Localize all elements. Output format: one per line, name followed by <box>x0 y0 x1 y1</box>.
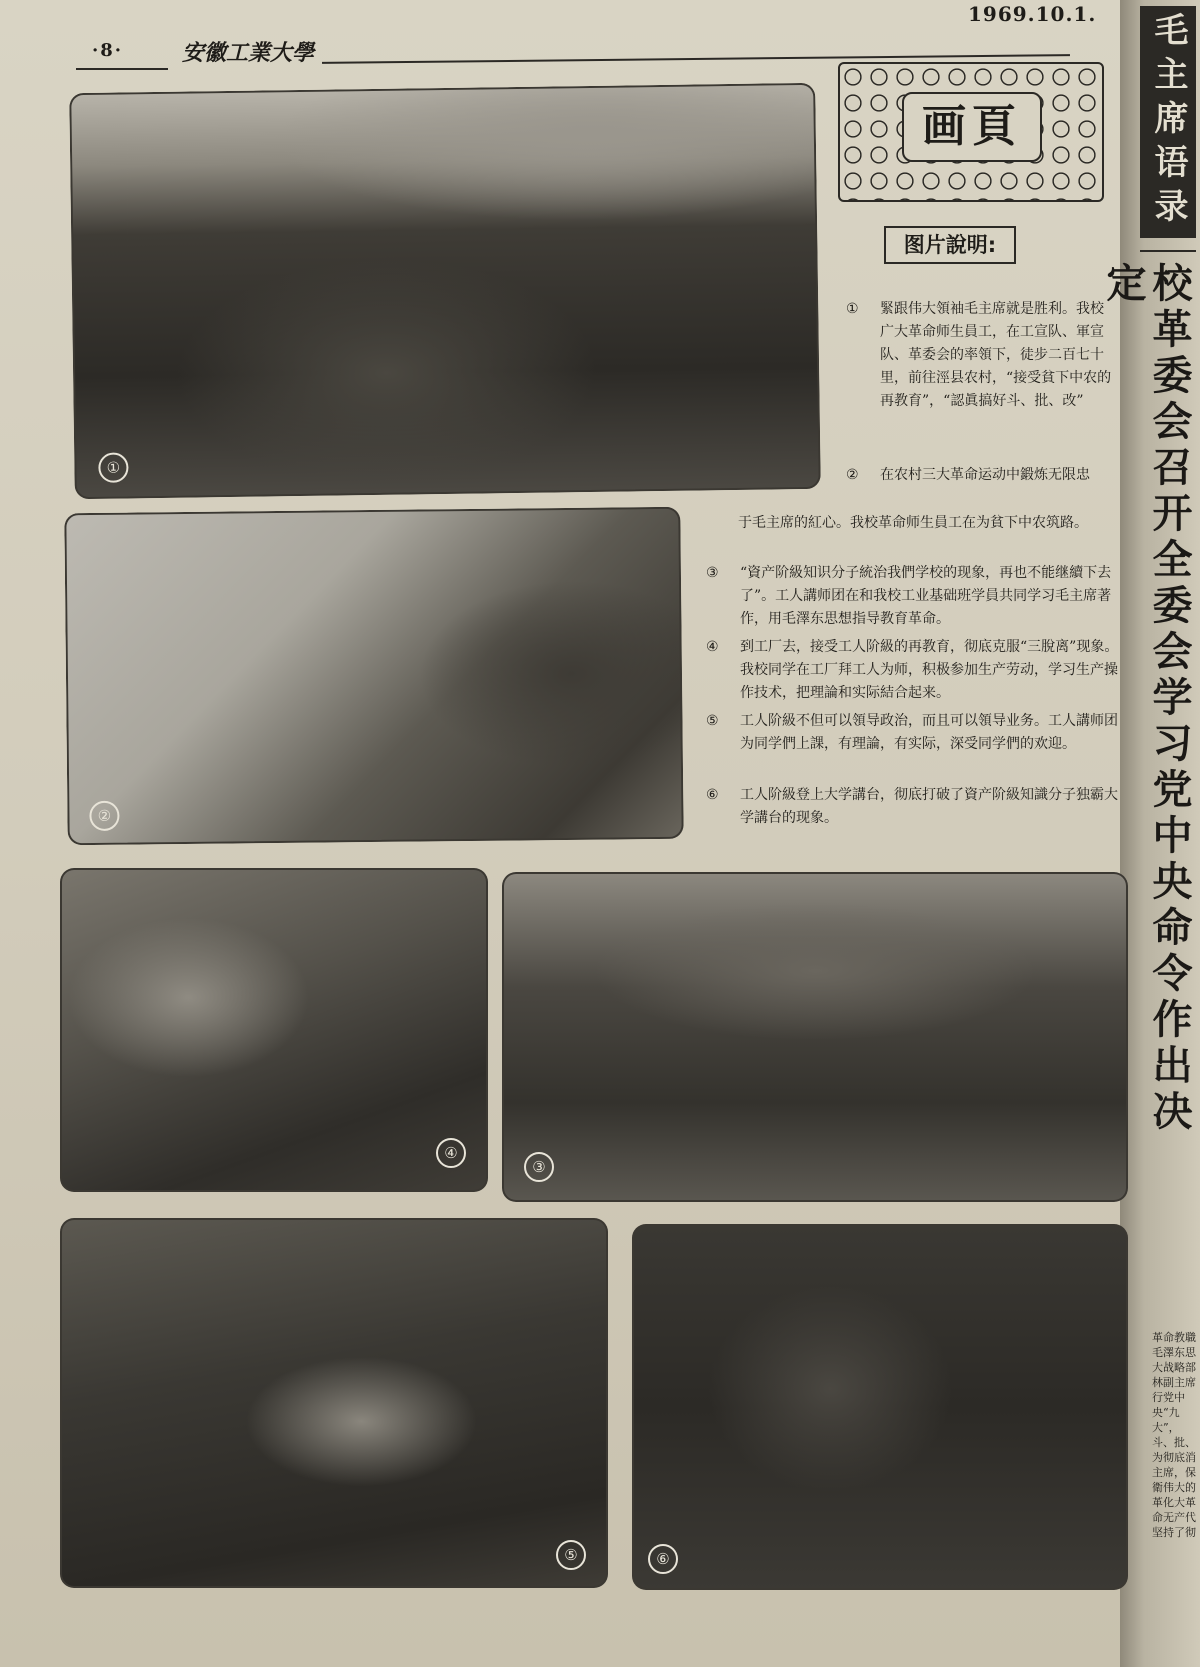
masthead: 安徽工業大學 <box>182 40 315 66</box>
caption-text: “資产阶級知识分子統治我們学校的现象，再也不能继續下去了”。工人講师团在和我校工业基础班学員共同学习毛主席著作，用毛澤东思想指导教育革命。 <box>740 565 1112 627</box>
photo-number: ⑥ <box>648 1544 678 1574</box>
photo-number: ① <box>98 452 128 482</box>
adjacent-page-headline: 校革委会召开全委会学习党中央命令作出决定 <box>1100 262 1193 1136</box>
caption-4 <box>706 636 1120 705</box>
caption-marker: ⑤ <box>706 713 719 729</box>
section-title-frame <box>838 62 1104 202</box>
caption-text: 工人阶級不但可以領导政治，而且可以領导业务。工人講师团为同学們上課，有理論，有实际，深受同学們的欢迎。 <box>740 713 1118 752</box>
quotations-tag: 毛主席语录 <box>1140 6 1196 238</box>
caption-marker: ③ <box>706 565 719 581</box>
caption-5 <box>706 710 1120 756</box>
caption-marker: ① <box>846 301 859 317</box>
caption-2 <box>846 464 1116 487</box>
photo-number: ② <box>89 801 119 831</box>
caption-heading: 图片說明: <box>884 226 1016 264</box>
caption-marker: ④ <box>706 639 719 655</box>
photo-lecture <box>632 1224 1128 1590</box>
caption-marker: ② <box>846 467 859 483</box>
caption-text: 在农村三大革命运动中鍛炼无限忠 <box>880 467 1090 483</box>
caption-3 <box>706 562 1120 631</box>
caption-2-continued <box>738 512 1120 535</box>
caption-marker: ⑥ <box>706 787 719 803</box>
photo-number: ⑤ <box>556 1540 586 1570</box>
photo-number: ④ <box>436 1138 466 1168</box>
photo-factory-labor <box>60 868 488 1192</box>
caption-text: 工人阶級登上大学講台，彻底打破了資产阶級知識分子独霸大学講台的现象。 <box>740 787 1118 826</box>
page-number: ·8· <box>92 40 124 61</box>
caption-6 <box>706 784 1120 830</box>
caption-text: 于毛主席的紅心。我校革命师生員工在为貧下中农筑路。 <box>738 515 1088 531</box>
header-rule-left <box>76 68 168 70</box>
section-title: 画頁 <box>902 92 1042 162</box>
caption-text: 緊跟伟大領袖毛主席就是胜利。我校广大革命师生員工，在工宣队、軍宣队、革委会的率領下，徒步二百七十里，前往涇县农村，“接受貧下中农的再教育”，“認眞搞好斗、批、改” <box>880 301 1112 409</box>
photo-march-to-countryside <box>69 83 821 499</box>
photo-study-group <box>502 872 1128 1202</box>
caption-1 <box>846 298 1116 413</box>
adjacent-page-snippet: 革命教職毛澤东思大战略部林副主席行党中央“九大”，斗、批、为彻底消主席，保衛伟大的革化大革命无产代坚持了彻 <box>1152 1331 1196 1539</box>
photo-engine-lesson <box>60 1218 608 1588</box>
sidebar-rule <box>1140 250 1196 252</box>
caption-text: 到工厂去，接受工人阶級的再教育，彻底克服“三脫离”现象。我校同学在工厂拜工人为师，积极参加生产劳动，学习生产操作技术，把理論和实际結合起来。 <box>740 639 1119 701</box>
photo-number: ③ <box>524 1152 554 1182</box>
issue-date: 1969.10.1. <box>968 2 1097 26</box>
photo-road-building <box>64 507 683 845</box>
